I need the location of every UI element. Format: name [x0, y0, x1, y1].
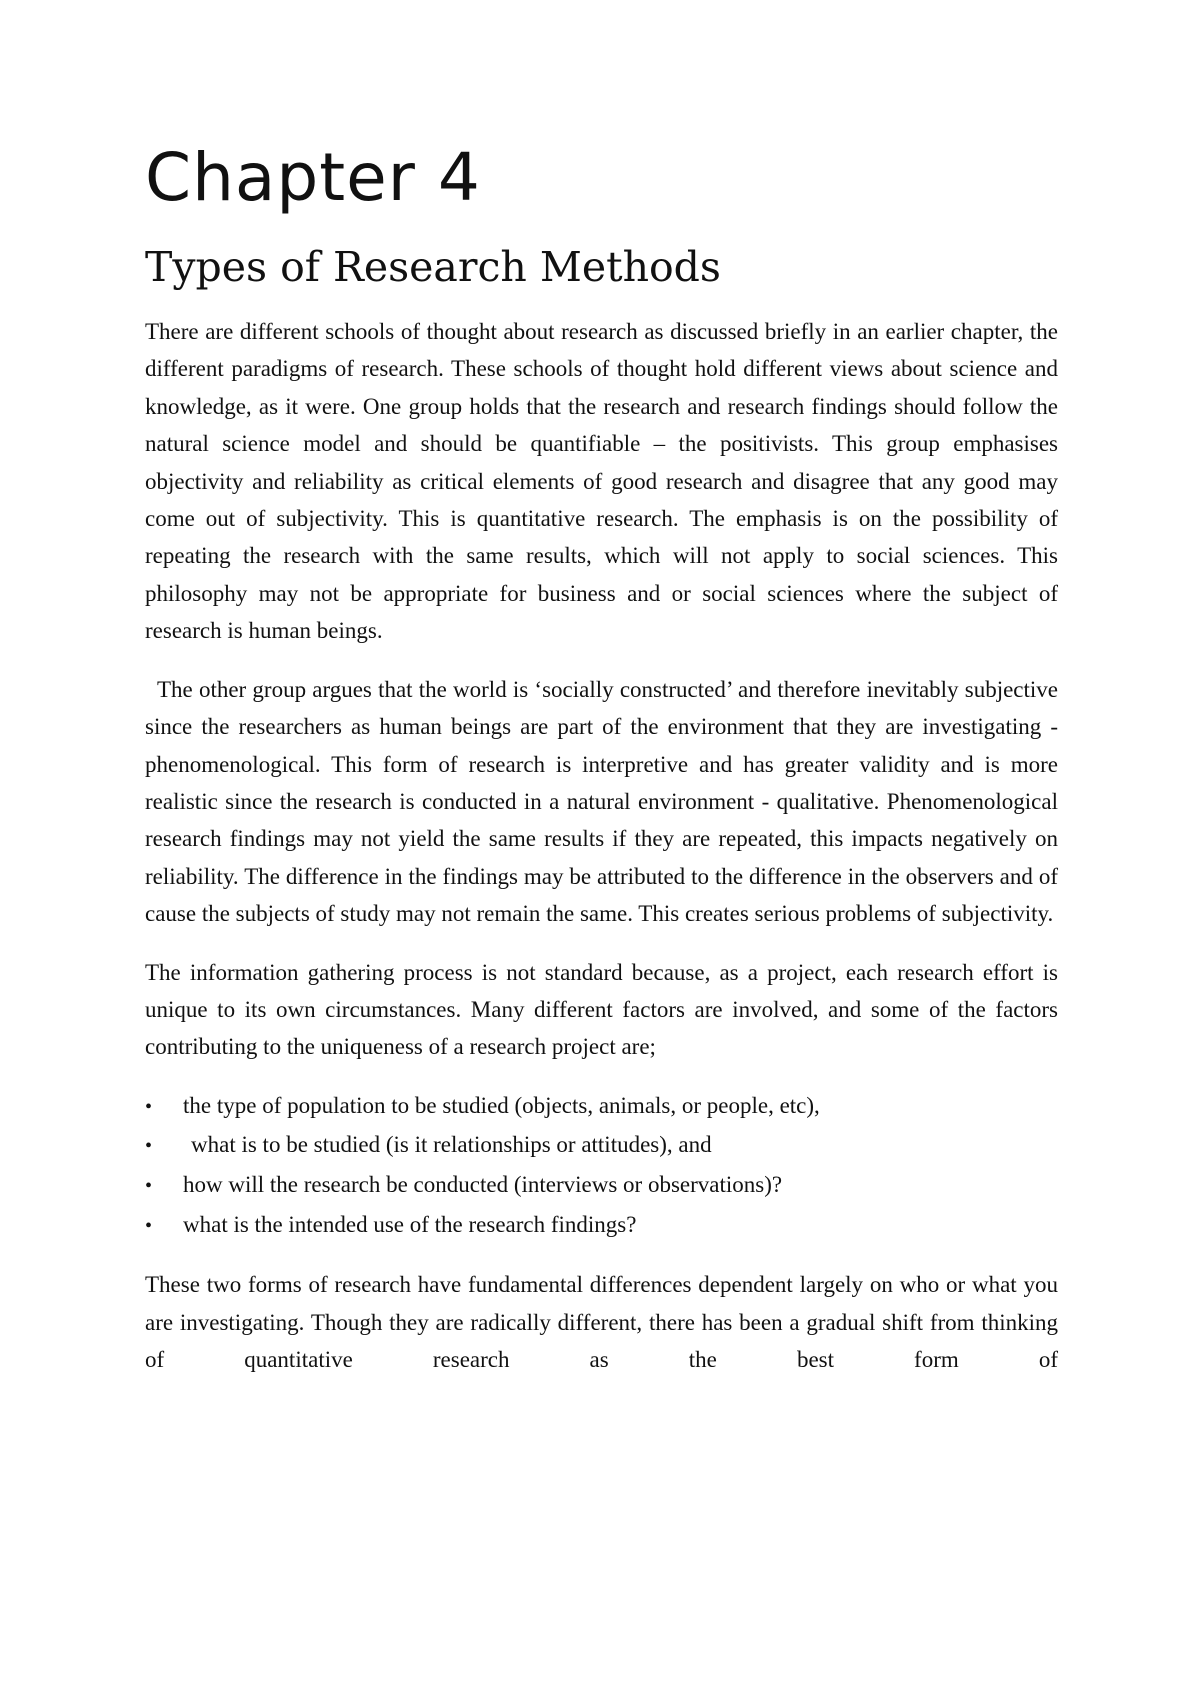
bullet-icon: •: [145, 1095, 153, 1118]
bullet-icon: •: [145, 1174, 153, 1197]
page-content: [145, 140, 1058, 1399]
list-item-text: what is to be studied (is it relationships or attitudes), and: [191, 1132, 712, 1158]
list-item-text: how will the research be conducted (interviews or observations)?: [183, 1171, 783, 1197]
list-item-text: the type of population to be studied (objects, animals, or people, etc),: [183, 1092, 820, 1118]
paragraph-information-gathering: The information gathering process is not standard because, as a project, each research effort is unique to its own circumstances. Many different factors are involved, and some of the factors contributing to the uniqueness of a research project are;: [145, 959, 1058, 1060]
paragraph-phenomenological: The other group argues that the world is ‘socially constructed’ and therefore inevitably subjective since the researchers as human beings are part of the environment that they are investigating - phenomenological. This form of research is interpretive and has greater validity and is more realistic since the research is conducted in a natural environment - qualitative. Phenomenological research findings may not yield the same results if they are repeated, this impacts negatively on reliability. The difference in the findings may be attributed to the difference in the observers and of cause the subjects of study may not remain the same. This creates serious problems of subjectivity.: [145, 676, 1058, 927]
list-item: [145, 1087, 1058, 1127]
list-item: [145, 1126, 1058, 1166]
bullet-icon: •: [145, 1135, 153, 1158]
paragraph-positivist: There are different schools of thought about research as discussed briefly in an earlier chapter, the different paradigms of research. These schools of thought hold different views about science and knowledge, as it were. One group holds that the research and research findings should follow the natural science model and should be quantifiable – the positivists. This group emphasises objectivity and reliability as critical elements of good research and disagree that any good may come out of subjectivity. This is quantitative research. The emphasis is on the possibility of repeating the research with the same results, which will not apply to social sciences. This philosophy may not be appropriate for business and or social sciences where the subject of research is human beings.: [145, 319, 1058, 644]
list-item-text: what is the intended use of the research findings?: [183, 1211, 637, 1237]
bullet-icon: •: [145, 1214, 153, 1237]
section-title: Types of Research Methods: [145, 242, 721, 291]
factors-list: [145, 1087, 1058, 1245]
list-item: [145, 1206, 1058, 1246]
chapter-title: Chapter 4: [145, 139, 481, 216]
list-item: [145, 1166, 1058, 1206]
paragraph-closing: These two forms of research have fundamental differences dependent largely on who or what you are investigating. Though they are radically different, there has been a gradual shift from thinking of quantitative research as the best form of: [145, 1272, 1058, 1372]
